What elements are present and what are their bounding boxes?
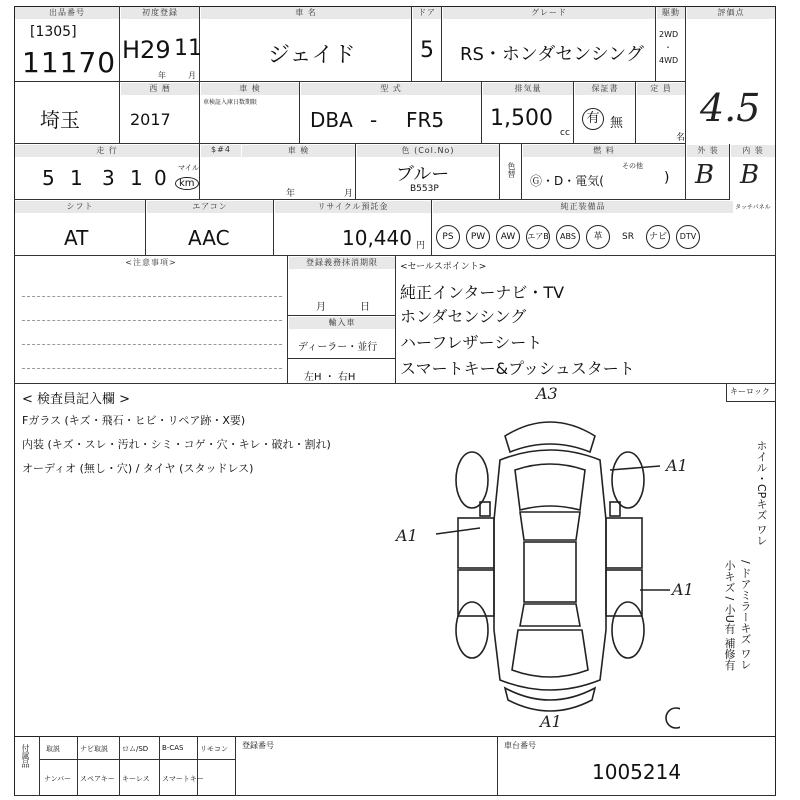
- equipment-label: 純正装備品: [433, 201, 733, 213]
- mileage-unit-mile: マイル: [178, 164, 199, 172]
- sales-point-4: スマートキー&プッシュスタート: [400, 359, 635, 378]
- accessory-smart-key: スマートキー: [162, 775, 204, 783]
- side-text-wheel: ホイル・CPキズ ワレ: [755, 440, 768, 546]
- score-label: 評価点: [687, 7, 775, 19]
- caution-line-4: [22, 368, 282, 369]
- grade-label: グレード: [443, 7, 655, 19]
- warranty-no: 無: [610, 116, 624, 131]
- windshield-shape: [520, 512, 580, 540]
- wheel-rear-right: [612, 602, 644, 658]
- doors-value: 5: [420, 38, 434, 63]
- handle-type: 左H ・ 右H: [304, 372, 356, 383]
- model-code-label: 型 式: [301, 83, 481, 95]
- accessories-label: 付属品: [21, 744, 30, 768]
- accessory-bcas: B-CAS: [162, 744, 184, 752]
- sales-point-2: ホンダセンシング: [400, 307, 527, 326]
- interior-label: 内 装: [731, 145, 775, 157]
- warranty-yes: 有: [582, 108, 604, 130]
- lot-number: 11170: [22, 46, 117, 79]
- grade-value: RS・ホンダセンシング: [460, 44, 644, 65]
- recycle-value: 10,440: [342, 226, 412, 250]
- top-right-label: タッチパネル: [735, 204, 771, 211]
- sales-points-label: <セールスポイント>: [400, 262, 487, 272]
- accessory-keyless: キーレス: [122, 775, 150, 783]
- score-value: 4.5: [700, 86, 761, 130]
- displacement-label: 排気量: [483, 83, 573, 95]
- meter-label: $#4: [201, 145, 241, 157]
- ac-label: エアコン: [147, 201, 273, 213]
- mileage-label: 走 行: [15, 145, 199, 157]
- registration-month: 11: [174, 36, 202, 61]
- shift-label: シフト: [15, 201, 145, 213]
- registration-deadline-label: 登録義務抹消期限: [289, 257, 395, 269]
- import-type: ディーラー・並行: [298, 342, 378, 353]
- mileage-digit-1: 5: [42, 166, 55, 190]
- region-value: 埼玉: [40, 108, 80, 132]
- lot-label: 出品番号: [15, 7, 119, 19]
- lot-prefix: [1305]: [30, 24, 77, 40]
- recycle-unit: 円: [416, 241, 426, 251]
- accessory-manual: 取説: [46, 745, 60, 753]
- equipment-pw: PW: [466, 225, 490, 249]
- exterior-grade: B: [695, 160, 715, 190]
- capacity-label: 定 員: [637, 83, 685, 95]
- import-divider: [288, 358, 396, 359]
- year-unit: 年: [158, 71, 166, 80]
- mirror-left: [480, 502, 490, 516]
- wheel-front-left: [456, 452, 488, 508]
- mirror-right: [610, 502, 620, 516]
- trunk-shape: [512, 630, 588, 677]
- accessory-rom-sd: ロム/SD: [122, 745, 149, 753]
- model-code: FR5: [406, 108, 445, 132]
- wheel-rear-left: [456, 602, 488, 658]
- inspection-sublabel: 車検証入庫日数期限: [203, 99, 258, 106]
- door-front-left: [458, 518, 494, 568]
- car-damage-diagram: [420, 400, 680, 730]
- equipment-aw: AW: [496, 225, 520, 249]
- mark-right-rear: A1: [672, 580, 694, 599]
- doors-label: ドア: [413, 7, 441, 19]
- first-registration-label: 初度登録: [121, 7, 199, 19]
- door-rear-right: [606, 570, 642, 616]
- caution-line-2: [22, 320, 282, 321]
- equipment-sr: SR: [622, 232, 634, 242]
- inspection-label: 車 検: [201, 83, 299, 95]
- drive-2wd: 2WD: [659, 30, 679, 39]
- wheel-front-right: [612, 452, 644, 508]
- equipment-abs: ABS: [556, 225, 580, 249]
- color-code: B553P: [410, 184, 439, 194]
- displacement-value: 1,500: [490, 106, 553, 131]
- color-value: ブルー: [396, 164, 450, 185]
- accessory-number-plate: ナンバー: [44, 775, 72, 783]
- history-month: 月: [344, 189, 354, 199]
- mark-front: A3: [536, 384, 558, 403]
- import-label: 輸入車: [289, 317, 395, 329]
- shift-value: AT: [64, 226, 89, 250]
- fuel-close: ): [664, 170, 670, 186]
- warranty-label: 保証書: [575, 83, 635, 95]
- recycle-label: リサイクル預託金: [275, 201, 431, 213]
- mark-left-side: A1: [396, 526, 418, 545]
- equipment-dtv: DTV: [676, 225, 700, 249]
- accessory-navi-manual: ナビ取説: [80, 745, 108, 753]
- fuel-options: Ⓖ・D・電気(: [530, 174, 604, 188]
- mileage-digit-2: 1: [70, 166, 83, 190]
- ac-value: AAC: [188, 226, 230, 250]
- audio-tire-line: オーディオ (無し・穴) / タイヤ (スタッドレス): [22, 462, 254, 475]
- side-text-repair: 小キズ / 小U有 補修有: [723, 560, 736, 671]
- chassis-label: 車台番号: [504, 741, 536, 750]
- fuel-other: その他: [622, 162, 643, 170]
- rear-bumper-shape: [505, 688, 595, 711]
- mileage-digit-4: 1: [130, 166, 143, 190]
- drive-separator: ・: [664, 43, 672, 52]
- mileage-digit-3: 3: [102, 166, 115, 190]
- equipment-leather: 革: [586, 225, 610, 249]
- mileage-digit-5: 0: [154, 166, 167, 190]
- door-front-right: [606, 518, 642, 568]
- drive-4wd: 4WD: [659, 56, 679, 65]
- fuel-label: 燃 料: [523, 145, 685, 157]
- drive-label: 駆動: [657, 7, 685, 19]
- model-year-value: 2017: [130, 110, 171, 129]
- equipment-list: [436, 224, 776, 250]
- caution-label: <注意事項>: [125, 258, 177, 267]
- equipment-navi: ナビ: [646, 225, 670, 249]
- equipment-airbag: エアB: [526, 225, 550, 249]
- registration-number-label: 登録番号: [242, 741, 274, 750]
- interior-damage-line: 内装 (キズ・スレ・汚れ・シミ・コゲ・穴・キレ・破れ・割れ): [22, 438, 331, 451]
- capacity-unit: 名: [676, 133, 686, 143]
- caution-line-3: [22, 344, 282, 345]
- registration-era-year: H29: [122, 36, 171, 64]
- body-outline: [494, 450, 606, 690]
- accessory-spare-key: スペアキー: [80, 775, 115, 783]
- sales-point-3: ハーフレザーシート: [400, 333, 543, 352]
- mileage-unit-km: km: [175, 177, 199, 190]
- model-prefix: DBA: [310, 108, 353, 132]
- rear-window-shape: [520, 604, 580, 626]
- accessories-grid: [40, 736, 236, 796]
- exterior-label: 外 装: [687, 145, 729, 157]
- leader-right-front: [610, 466, 660, 470]
- sales-point-1: 純正インターナビ・TV: [400, 283, 565, 302]
- history-label: 車 検: [242, 145, 355, 157]
- car-name: ジェイド: [268, 43, 356, 68]
- mark-rear: A1: [540, 712, 562, 731]
- caution-line-1: [22, 296, 282, 297]
- inspector-title: < 検査員記入欄 >: [22, 392, 131, 407]
- registration-month: 月: [316, 302, 326, 313]
- registration-number-cell: [236, 736, 498, 796]
- color-label: 色 (Col.No): [357, 145, 499, 157]
- interior-grade: B: [740, 160, 760, 190]
- month-unit: 月: [188, 71, 196, 80]
- model-year-label: 西 暦: [121, 83, 199, 95]
- displacement-unit: cc: [560, 128, 570, 138]
- registration-day: 日: [360, 302, 370, 313]
- hood-shape: [515, 464, 585, 510]
- car-name-label: 車 名: [201, 7, 411, 19]
- equipment-ps: PS: [436, 225, 460, 249]
- glass-line: Fガラス (キズ・飛石・ヒビ・リペア跡・X要): [22, 414, 246, 427]
- color-change-label: 色替: [507, 162, 516, 178]
- front-bumper-shape: [505, 422, 595, 452]
- rear-mark-circle: [666, 708, 680, 728]
- chassis-number: 1005214: [592, 760, 682, 784]
- roof-shape: [524, 542, 576, 602]
- model-dash: -: [370, 108, 378, 132]
- key-lock-label: キーロック: [730, 387, 770, 396]
- history-year: 年: [286, 189, 296, 199]
- accessory-remote: リモコン: [200, 745, 228, 753]
- mark-right-front: A1: [666, 456, 688, 475]
- side-text-mirror: / ドアミラーキズ ワレ: [739, 560, 752, 670]
- door-rear-left: [458, 570, 494, 616]
